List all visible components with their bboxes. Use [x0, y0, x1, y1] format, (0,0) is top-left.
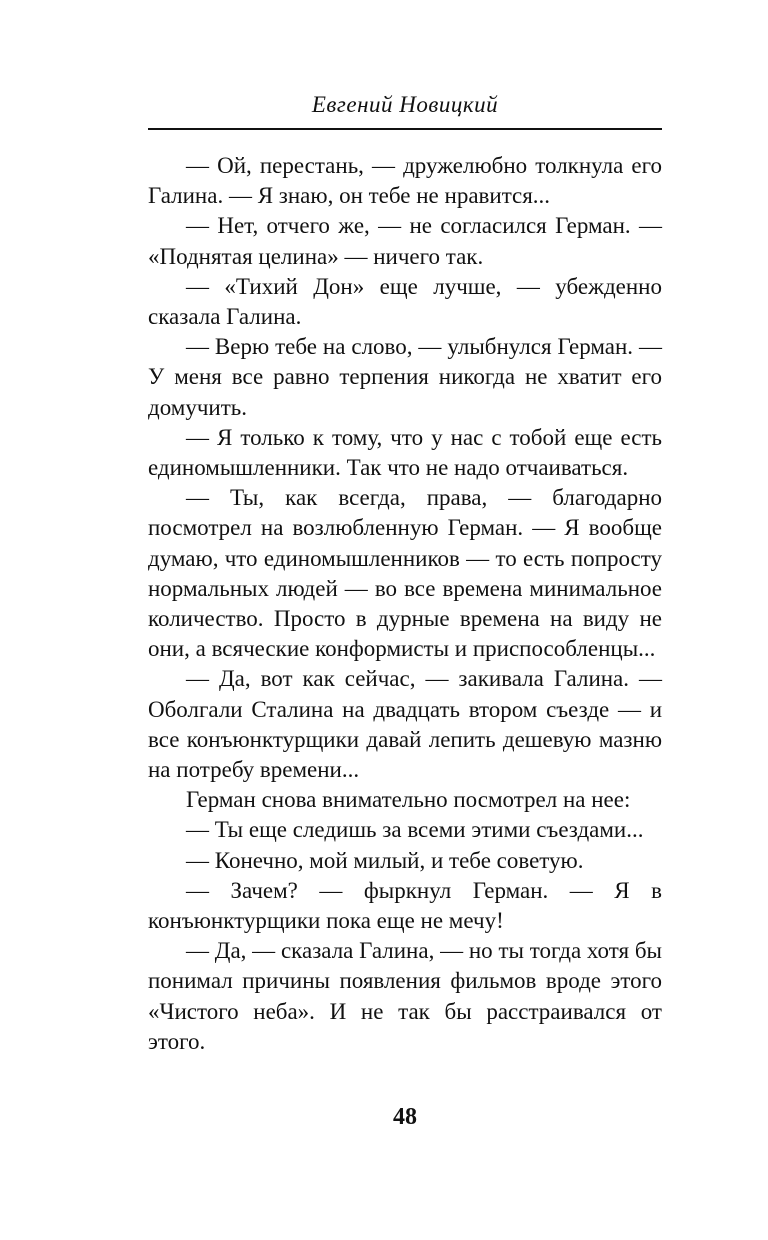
paragraph-11: — Зачем? — фыркнул Герман. — Я в конъюнктурщики пока еще не мечу! — [148, 877, 662, 934]
paragraph-6: — Ты, как всегда, права, — благодарно посмотрел на возлюбленную Герман. — Я вообще думаю, что единомышленников — то есть попросту нормальных людей — во все времена минимальное количество. Просто в дурные времена на виду не они, а всяческие конформисты и приспособленцы... — [148, 485, 662, 662]
page-number: 48 — [393, 1104, 417, 1130]
body-text — [148, 151, 662, 1057]
paragraph-7: — Да, вот как сейчас, — закивала Галина. — Оболгали Сталина на двадцать втором съезде — и все конъюнктурщики давай лепить дешевую мазню на потребу времени... — [148, 666, 662, 783]
header-rule-divider — [148, 128, 662, 130]
paragraph-10: — Конечно, мой милый, и тебе советую. — [186, 847, 584, 873]
paragraph-5: — Я только к тому, что у нас с тобой еще есть единомышленники. Так что не надо отчаиваться. — [148, 424, 662, 481]
paragraph-8: Герман снова внимательно посмотрел на нее: — [186, 787, 631, 813]
paragraph-4: — Верю тебе на слово, — улыбнулся Герман. — У меня все равно терпения никогда не хватит его домучить. — [148, 334, 662, 420]
paragraph-3: — «Тихий Дон» еще лучше, — убежденно сказала Галина. — [148, 273, 662, 330]
paragraph-1: — Ой, перестань, — дружелюбно толкнула его Галина. — Я знаю, он тебе не нравится... — [148, 153, 662, 209]
paragraph-9: — Ты еще следишь за всеми этими съездами... — [186, 817, 644, 843]
paragraph-12: — Да, — сказала Галина, — но ты тогда хотя бы понимал причины появления фильмов вроде этого «Чистого неба». И не так бы расстраивался от этого. — [148, 938, 662, 1054]
paragraph-2: — Нет, отчего же, — не согласился Герман. — «Поднятая целина» — ничего так. — [148, 213, 662, 269]
running-head-author: Евгений Новицкий — [311, 92, 499, 117]
